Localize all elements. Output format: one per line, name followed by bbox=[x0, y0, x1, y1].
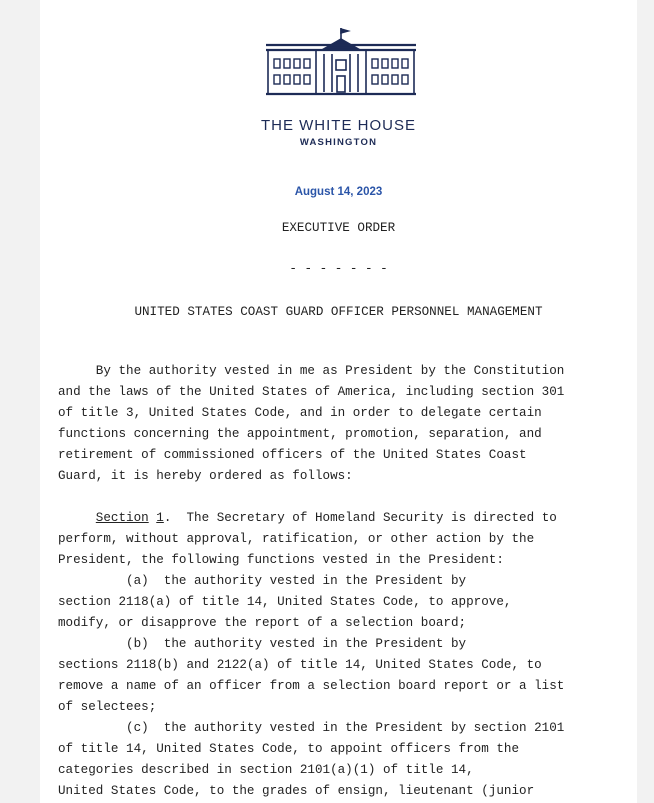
preamble-line: functions concerning the appointment, promotion, separation, and bbox=[58, 427, 542, 441]
preamble-line: Guard, it is hereby ordered as follows: bbox=[58, 469, 353, 483]
section-line: remove a name of an officer from a selection board report or a list bbox=[58, 679, 565, 693]
preamble-line: retirement of commissioned officers of the United States Coast bbox=[58, 448, 527, 462]
masthead-title: THE WHITE HOUSE bbox=[260, 117, 416, 134]
masthead-subtitle: WASHINGTON bbox=[299, 137, 378, 148]
preamble-line: and the laws of the United States of America, including section 301 bbox=[58, 385, 565, 399]
separator: - - - - - - - bbox=[289, 262, 388, 276]
indent bbox=[58, 511, 96, 525]
section-line: sections 2118(b) and 2122(a) of title 14, United States Code, to bbox=[58, 658, 542, 672]
section-1-heading-line bbox=[58, 511, 557, 525]
white-house-seal-icon bbox=[266, 26, 416, 96]
section-number: 1 bbox=[156, 511, 164, 525]
release-date: August 14, 2023 bbox=[294, 186, 383, 198]
order-title: UNITED STATES COAST GUARD OFFICER PERSONNEL MANAGEMENT bbox=[134, 305, 543, 319]
section-line: (c) the authority vested in the President by section 2101 bbox=[58, 721, 565, 735]
section-line: (a) the authority vested in the President by bbox=[58, 574, 467, 588]
section-line: perform, without approval, ratification, or other action by the bbox=[58, 532, 535, 546]
document-type: EXECUTIVE ORDER bbox=[281, 221, 396, 235]
section-line: modify, or disapprove the report of a selection board; bbox=[58, 616, 467, 630]
section-line: of selectees; bbox=[58, 700, 157, 714]
preamble-line: By the authority vested in me as President by the Constitution bbox=[58, 364, 565, 378]
section-line: section 2118(a) of title 14, United States Code, to approve, bbox=[58, 595, 512, 609]
preamble-line: of title 3, United States Code, and in order to delegate certain bbox=[58, 406, 542, 420]
section-line: of title 14, United States Code, to appoint officers from the bbox=[58, 742, 520, 756]
section-text: . The Secretary of Homeland Security is directed to bbox=[163, 511, 557, 525]
section-label: Section bbox=[95, 511, 149, 525]
section-line: United States Code, to the grades of ensign, lieutenant (junior bbox=[58, 784, 535, 798]
section-line: President, the following functions vested in the President: bbox=[58, 553, 504, 567]
section-line: (b) the authority vested in the President by bbox=[58, 637, 467, 651]
section-line: categories described in section 2101(a)(1) of title 14, bbox=[58, 763, 474, 777]
document-page bbox=[40, 0, 637, 803]
